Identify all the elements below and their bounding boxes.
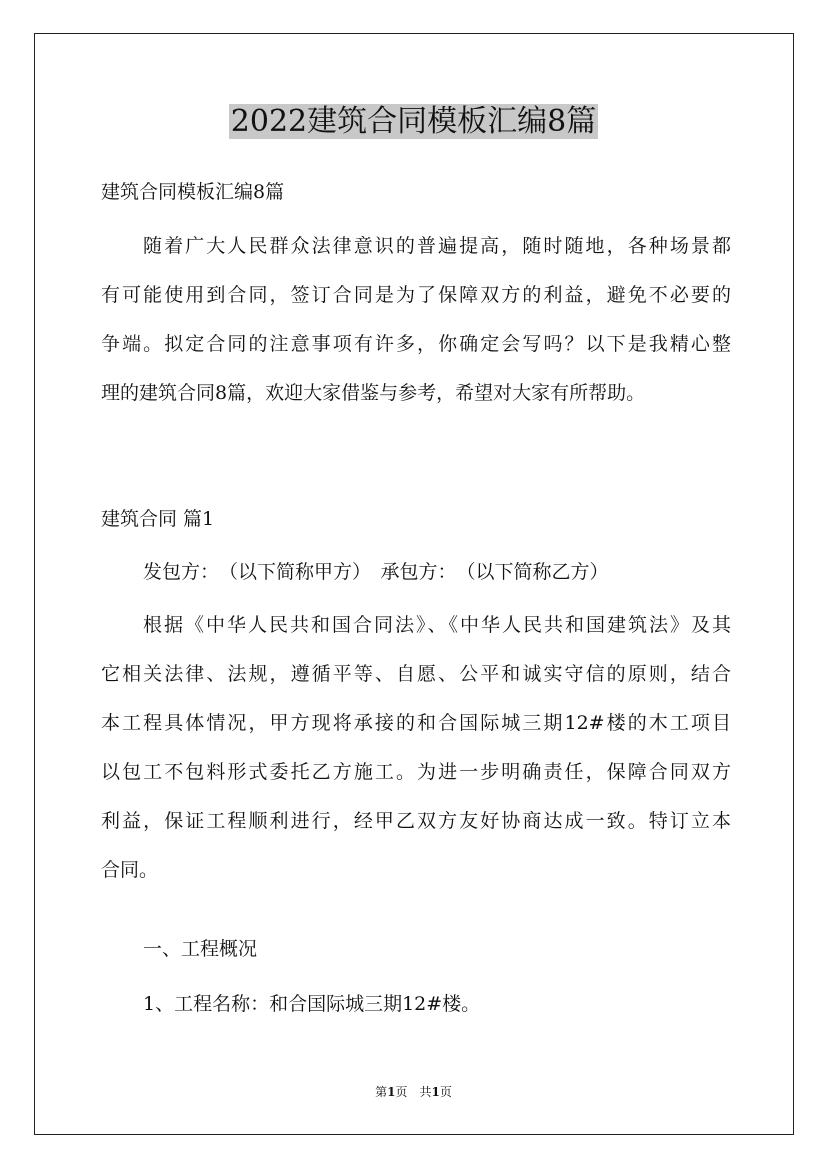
page-footer: [0, 1083, 827, 1100]
basis-line: 本工程具体情况，甲方现将承接的和合国际城三期12#楼的木工项目: [101, 712, 731, 734]
intro-line: 理的建筑合同8篇，欢迎大家借鉴与参考，希望对大家有所帮助。: [101, 382, 646, 404]
intro-paragraph: [101, 222, 731, 418]
document-title: 2022建筑合同模板汇编8篇: [230, 104, 597, 139]
basis-line: 它相关法律、法规，遵循平等、自愿、公平和诚实守信的原则，结合: [101, 663, 731, 685]
intro-line: 有可能使用到合同，签订合同是为了保障双方的利益，避免不必要的: [101, 284, 731, 306]
intro-line: 随着广大人民群众法律意识的普遍提高，随时随地，各种场景都: [143, 235, 731, 257]
page-label-suffix: 页: [439, 1085, 452, 1099]
page-label-mid: 页 共: [395, 1085, 432, 1099]
intro-line: 争端。拟定合同的注意事项有许多，你确定会写吗？以下是我精心整: [101, 333, 731, 355]
basis-line: 以包工不包料形式委托乙方施工。为进一步明确责任，保障合同双方: [101, 761, 731, 783]
basis-line: 合同。: [101, 859, 159, 881]
clause-heading: 一、工程概况: [143, 938, 258, 960]
document-subtitle: 建筑合同模板汇编8篇: [101, 181, 285, 203]
parties-line: 发包方： （以下简称甲方） 承包方： （以下简称乙方）: [143, 561, 609, 583]
page-label-prefix: 第: [375, 1085, 388, 1099]
basis-line: 利益，保证工程顺利进行，经甲乙双方友好协商达成一致。特订立本: [101, 810, 731, 832]
page-total: 1: [431, 1085, 440, 1099]
section-heading: 建筑合同 篇1: [101, 508, 215, 530]
basis-paragraph: [101, 601, 731, 895]
clause-item: 1、工程名称：和合国际城三期12#楼。: [143, 993, 481, 1015]
page-current: 1: [387, 1085, 396, 1099]
basis-line: 根据《中华人民共和国合同法》、《中华人民共和国建筑法》及其: [143, 614, 731, 636]
